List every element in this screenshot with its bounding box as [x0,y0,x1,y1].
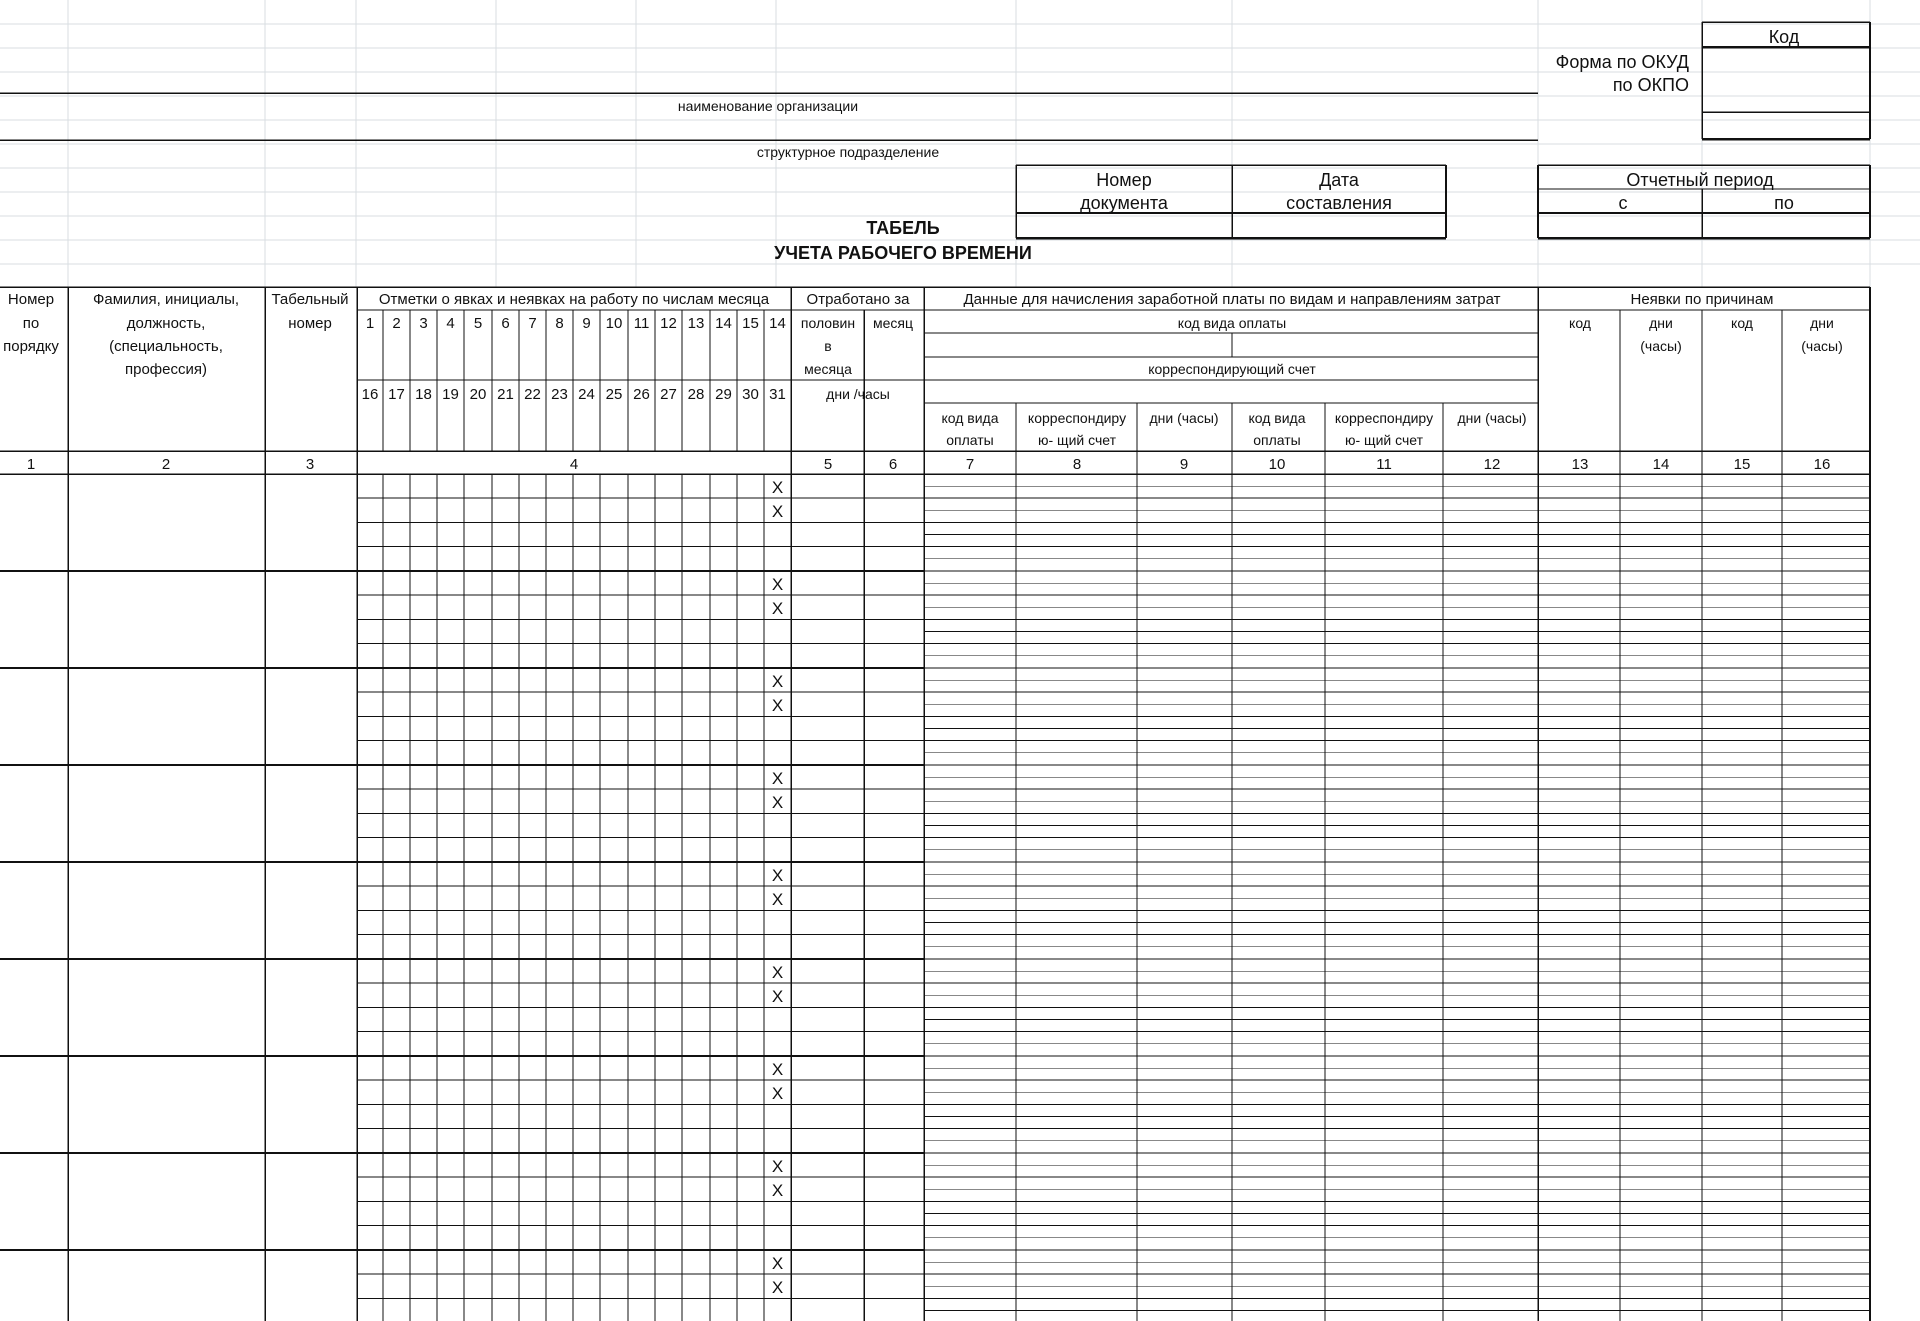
pay-kod-b-1: код вида [1248,410,1306,426]
form-okud-label: Форма по ОКУД [1555,52,1689,72]
worked-header: Отработано за [806,291,910,308]
day-number-top: 6 [501,315,510,332]
day-number-bottom: 20 [469,386,487,403]
cross-mark: X [771,1254,784,1273]
day-number-top: 5 [473,315,483,332]
day-number-top: 9 [582,315,591,332]
day-number-bottom: 18 [415,386,432,403]
employee-name-cell[interactable] [68,862,265,959]
pay-data-header: Данные для начисления заработной платы по видам и направлениям затрат [963,291,1501,308]
tabel-number-cell[interactable] [265,474,357,571]
pay-corr-b-1: корреспондиру [1334,410,1434,426]
day-number-top: 3 [419,315,428,332]
day-number-bottom: 29 [715,386,732,403]
day-number-top: 14 [769,315,786,332]
col-name-header-1: Фамилия, инициалы, [92,291,240,308]
period-to-field[interactable] [1701,215,1867,237]
absence-kod-b: код [1731,315,1753,331]
col-name-header-2: должность, [126,315,206,332]
column-number: 11 [1376,456,1392,473]
pay-days-b: дни (часы) [1457,410,1527,426]
doc-number-header-2: документа [1080,193,1168,213]
day-number-top: 13 [687,315,705,332]
day-number-bottom: 21 [497,386,514,403]
column-number: 8 [1072,456,1082,473]
cross-mark: X [771,963,784,982]
day-number-top: 8 [555,315,564,332]
employee-number-cell[interactable] [0,1250,68,1321]
absence-days-a-2: (часы) [1640,338,1682,354]
employee-number-cell[interactable] [0,1153,68,1250]
employee-number-cell[interactable] [0,1056,68,1153]
pay-kod-a-1: код вида [941,410,999,426]
okpo-label: по ОКПО [1612,75,1689,95]
pay-account-header: корреспондирующий счет [1148,361,1316,377]
column-number: 9 [1179,456,1189,473]
column-number: 13 [1571,456,1589,473]
pay-corr-a-2: ю- щий счет [1038,432,1116,448]
employee-name-cell[interactable] [68,1056,265,1153]
col-tabel-header-2: номер [288,315,332,332]
cross-mark: X [771,599,784,619]
column-number: 5 [823,456,833,473]
cross-mark: X [771,1084,784,1104]
col-number-header-3: порядку [3,338,59,355]
col-name-header-4: профессия) [125,361,207,378]
col-number-header-1: Номер [7,291,55,308]
cross-mark: X [771,478,784,497]
employee-name-cell[interactable] [68,474,265,571]
tabel-number-cell[interactable] [265,1250,357,1321]
day-number-top: 1 [365,315,375,332]
day-number-bottom: 16 [361,386,379,403]
worked-month-header: месяц [872,315,914,331]
day-number-bottom: 31 [769,386,786,403]
day-number-top: 14 [715,315,732,332]
col-name-header-3: (специальность, [109,338,223,355]
cross-mark: X [771,1181,784,1201]
pay-corr-a-1: корреспондиру [1027,410,1127,426]
department-caption: структурное подразделение [756,144,940,160]
tabel-number-cell[interactable] [265,862,357,959]
period-header: Отчетный период [1626,170,1774,190]
day-number-bottom: 28 [687,386,705,403]
employee-name-cell[interactable] [68,765,265,862]
absence-header: Неявки по причинам [1630,291,1774,308]
employee-number-cell[interactable] [0,765,68,862]
document-title: ТАБЕЛЬ [866,218,940,238]
cross-mark: X [771,769,784,788]
attendance-marks-header: Отметки о явках и неявках на работу по числам месяца [378,291,770,308]
pay-days-a: дни (часы) [1149,410,1219,426]
pay-kod-a-2: оплаты [946,432,994,448]
column-number: 1 [26,456,36,473]
doc-number-field[interactable] [1018,215,1230,237]
day-number-bottom: 24 [578,386,595,403]
employee-number-cell[interactable] [0,959,68,1056]
organization-name-field[interactable] [8,72,1528,94]
cross-mark: X [771,1157,784,1176]
col-tabel-header-1: Табельный [271,291,349,308]
column-number: 16 [1813,456,1831,473]
column-number: 3 [305,456,315,473]
day-number-top: 15 [742,315,759,332]
column-number: 2 [161,456,171,473]
okpo-code-field[interactable] [1701,72,1867,108]
employee-name-cell[interactable] [68,668,265,765]
worked-half-header-2: в [824,338,832,354]
day-number-bottom: 27 [660,386,677,403]
day-number-bottom: 19 [442,386,459,403]
column-number: 12 [1483,456,1501,473]
pay-code-header: код вида оплаты [1177,315,1287,331]
cross-mark: X [771,890,784,910]
tabel-number-cell[interactable] [265,668,357,765]
cross-mark: X [771,575,784,594]
cross-mark: X [771,1060,784,1079]
employee-name-cell[interactable] [68,571,265,668]
cross-mark: X [771,672,784,691]
tabel-number-cell[interactable] [265,571,357,668]
pay-kod-b-2: оплаты [1253,432,1301,448]
day-number-bottom: 22 [524,386,541,403]
cross-mark: X [771,793,784,813]
day-number-bottom: 17 [388,386,405,403]
tabel-number-cell[interactable] [265,1056,357,1153]
doc-date-header-2: составления [1286,193,1392,213]
doc-number-header-1: Номер [1096,170,1152,190]
okud-code-field[interactable] [1701,48,1867,70]
worked-half-header-3: месяца [804,361,852,377]
cross-mark: X [771,987,784,1007]
absence-kod-a: код [1569,315,1591,331]
employee-number-cell[interactable] [0,862,68,959]
day-number-top: 11 [633,315,650,332]
day-number-top: 7 [528,315,537,332]
day-number-top: 10 [605,315,623,332]
period-from-field[interactable] [1543,215,1703,237]
organization-caption: наименование организации [677,98,859,114]
employee-name-cell[interactable] [68,1250,265,1321]
employee-number-cell[interactable] [0,474,68,571]
cross-mark: X [771,1278,784,1298]
pay-corr-b-2: ю- щий счет [1345,432,1423,448]
day-number-bottom: 26 [633,386,650,403]
kod-header: Код [1768,27,1800,47]
worked-half-header-1: половин [800,315,856,331]
tabel-number-cell[interactable] [265,1153,357,1250]
cross-mark: X [771,502,784,522]
employee-name-cell[interactable] [68,959,265,1056]
period-from-label: с [1618,193,1628,213]
column-number: 10 [1268,456,1286,473]
tabel-number-cell[interactable] [265,959,357,1056]
department-field[interactable] [3,120,1693,140]
column-number: 7 [965,456,975,473]
day-number-bottom: 25 [605,386,623,403]
absence-days-b-2: (часы) [1801,338,1843,354]
column-number: 6 [888,456,898,473]
day-number-top: 4 [446,315,455,332]
column-number: 4 [569,456,579,473]
doc-date-field[interactable] [1233,215,1445,237]
day-number-bottom: 30 [742,386,759,403]
employee-name-cell[interactable] [68,1153,265,1250]
document-subtitle: УЧЕТА РАБОЧЕГО ВРЕМЕНИ [774,243,1032,263]
column-number: 14 [1652,456,1670,473]
employee-number-cell[interactable] [0,668,68,765]
day-number-top: 2 [392,315,401,332]
absence-days-b-1: дни [1810,315,1834,331]
col-number-header-2: по [22,315,40,332]
period-to-label: по [1774,193,1794,213]
column-number: 15 [1733,456,1751,473]
day-number-bottom: 23 [551,386,568,403]
cross-mark: X [771,866,784,885]
absence-days-a-1: дни [1649,315,1673,331]
worked-units-header: дни /часы [826,386,890,402]
employee-number-cell[interactable] [0,571,68,668]
day-number-top: 12 [660,315,677,332]
doc-date-header-1: Дата [1319,170,1359,190]
tabel-number-cell[interactable] [265,765,357,862]
cross-mark: X [771,696,784,716]
